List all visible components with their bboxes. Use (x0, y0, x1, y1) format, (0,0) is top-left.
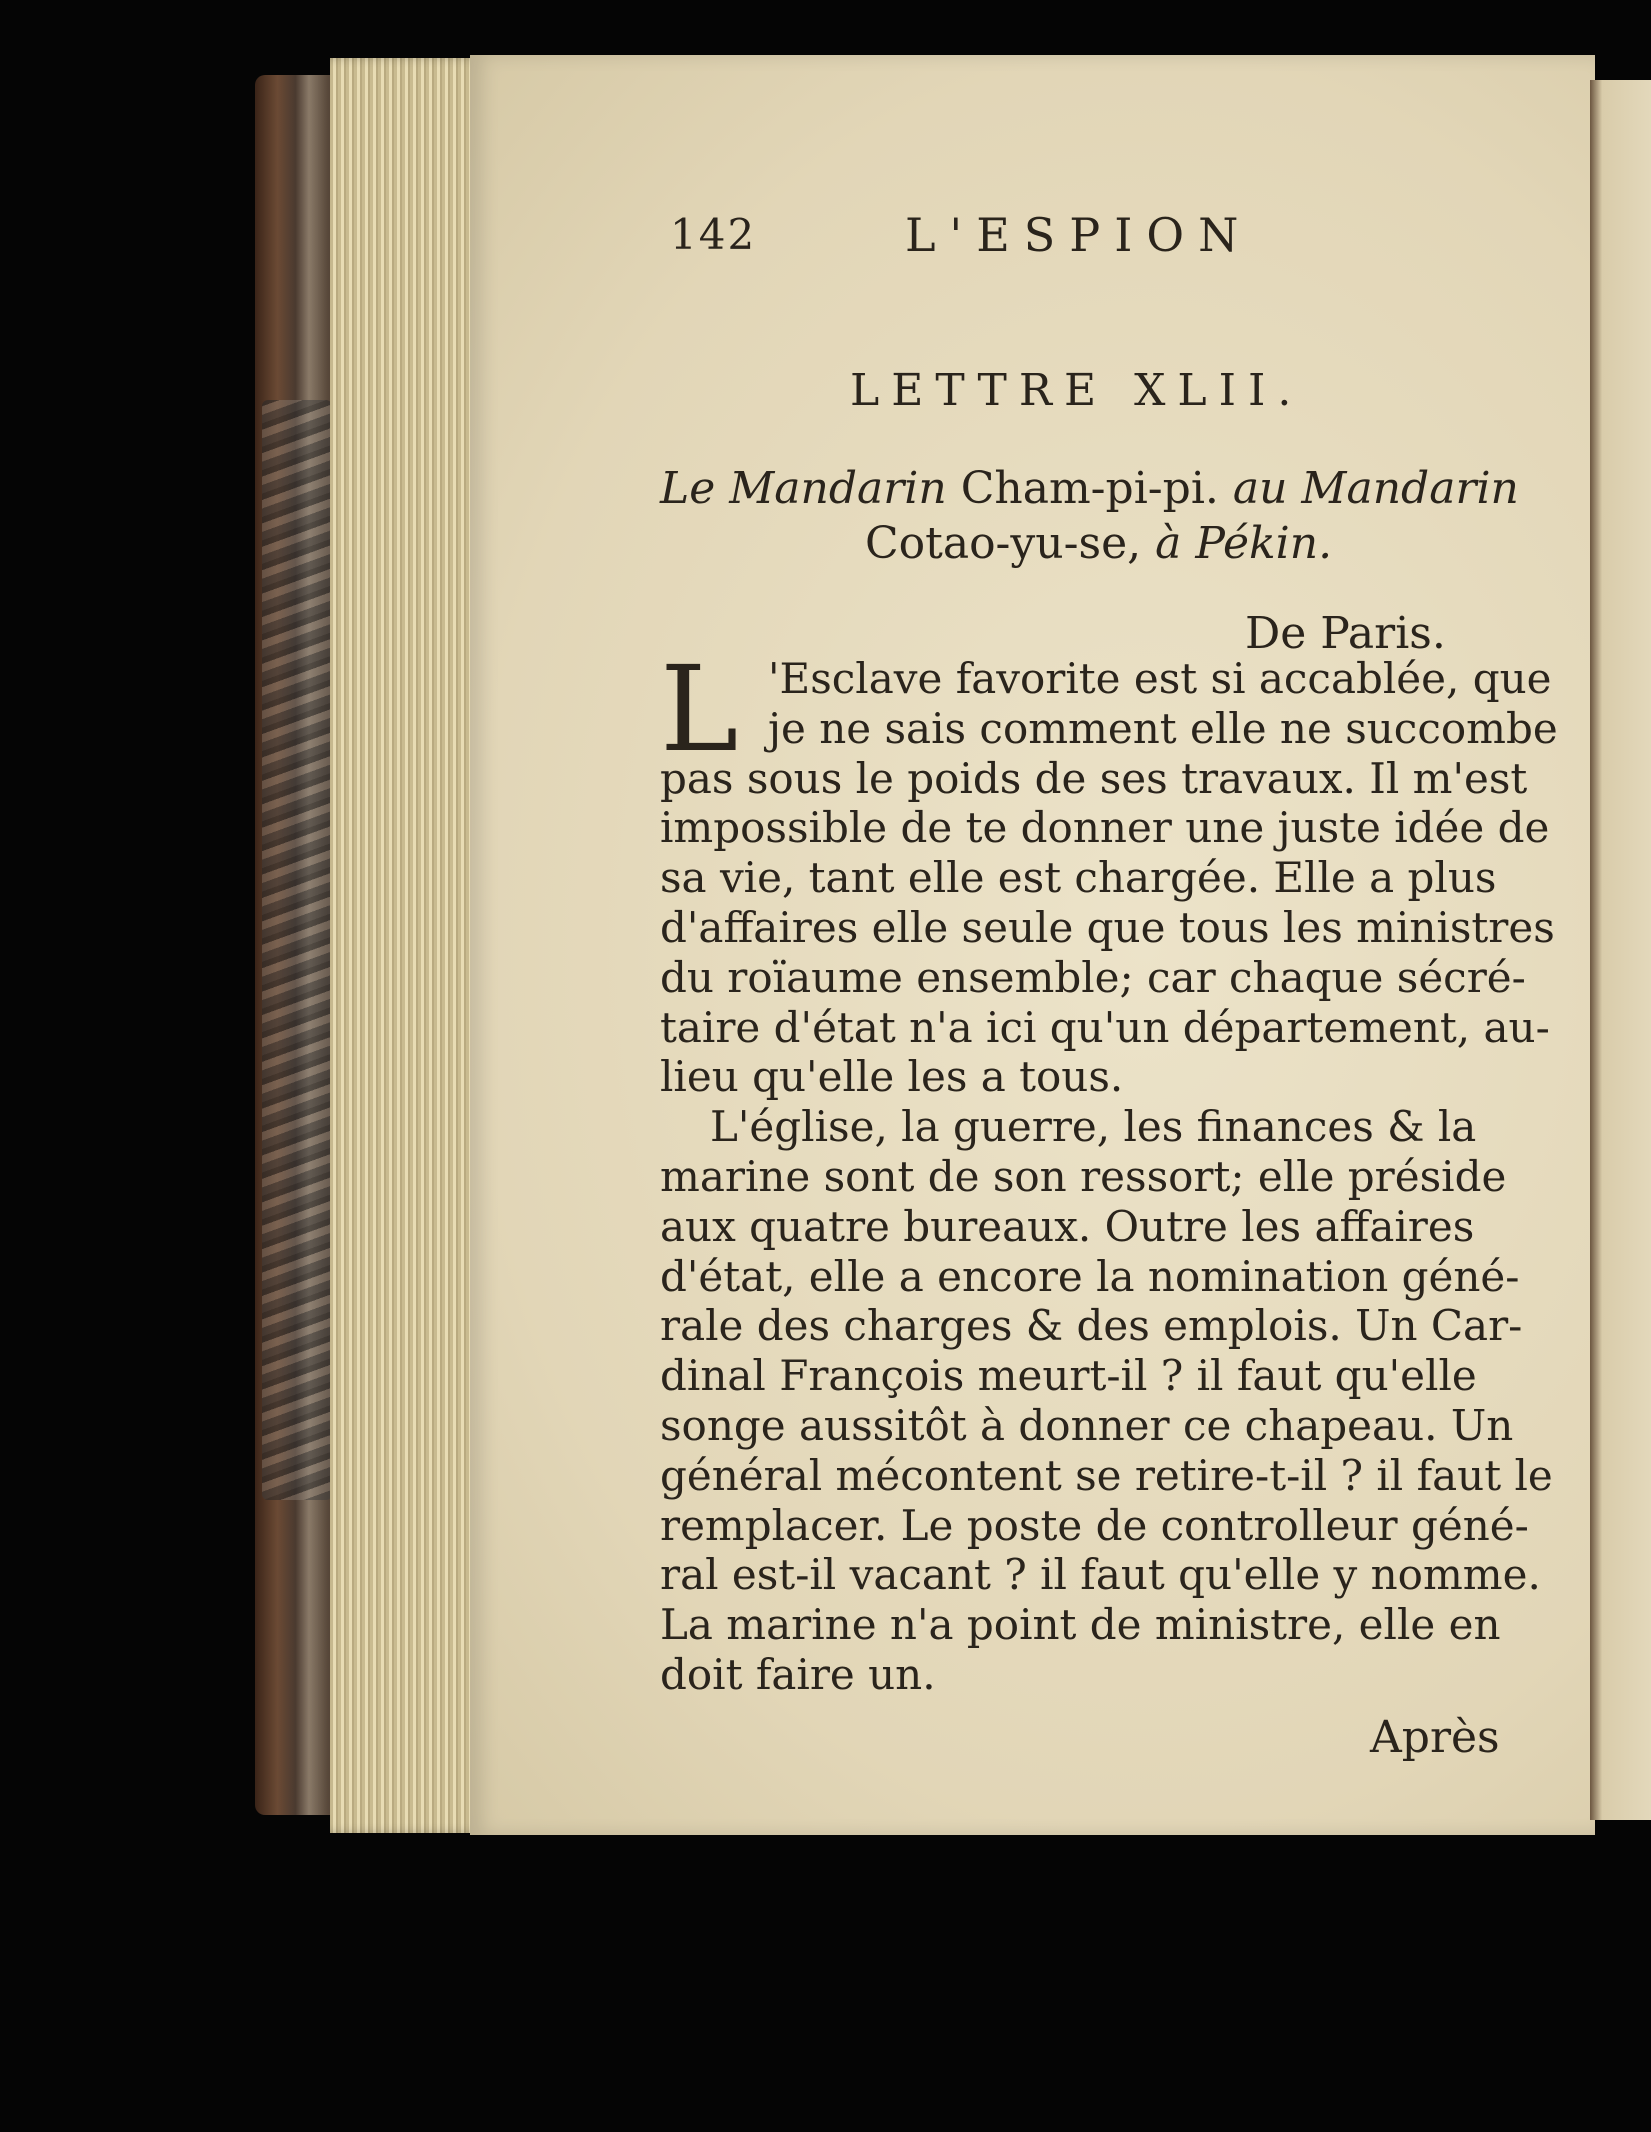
to-title: au Mandarin (1232, 463, 1519, 514)
body-line: marine sont de son ressort; elle préside (660, 1152, 1507, 1201)
page-number: 142 (670, 210, 757, 259)
letter-origin: De Paris. (1245, 608, 1446, 659)
running-head: L'ESPION (905, 208, 1253, 262)
body-line: aux quatre bureaux. Outre les affaires (660, 1201, 1475, 1251)
address-line-1 (660, 463, 1519, 514)
address-line-2 (865, 518, 1332, 569)
body-line: sa vie, tant elle est chargée. Elle a plus (660, 853, 1497, 903)
body-line: ral est-il vacant ? il faut qu'elle y nomme. (660, 1550, 1541, 1600)
body-line: songe aussitôt à donner ce chapeau. Un (660, 1401, 1514, 1450)
body-line: remplacer. Le poste de controlleur géné- (660, 1500, 1529, 1550)
catchword: Après (1370, 1712, 1500, 1763)
body-line: 'Esclave favorite est si accablée, que (768, 654, 1552, 703)
letter-title: LETTRE XLII. (850, 365, 1304, 416)
to-place: à Pékin. (1155, 518, 1333, 569)
body-line: La marine n'a point de ministre, elle en (660, 1600, 1501, 1650)
drop-cap: L (660, 640, 739, 778)
body-line: taire d'état n'a ici qu'un département, au- (660, 1002, 1550, 1052)
marbled-cover (262, 400, 332, 1500)
body-line: L'église, la guerre, les finances & la (710, 1102, 1477, 1152)
body-line: impossible de te donner une juste idée de (660, 803, 1550, 853)
body-line: doit faire un. (660, 1650, 936, 1699)
body-line: dinal François meurt-il ? il faut qu'elle (660, 1351, 1477, 1401)
body-line: je ne sais comment elle ne succombe (768, 703, 1558, 753)
body-line: lieu qu'elle les a tous. (660, 1052, 1124, 1102)
body-line: général mécontent se retire-t-il ? il faut le (660, 1450, 1553, 1500)
from-title: Le Mandarin (660, 463, 947, 514)
body-line: rale des charges & des emplois. Un Car- (660, 1301, 1523, 1351)
body-line: d'affaires elle seule que tous les ministres (660, 903, 1555, 952)
body-line: d'état, elle a encore la nomination géné- (660, 1251, 1520, 1301)
body-line: pas sous le poids de ses travaux. Il m'est (660, 753, 1528, 803)
to-name: Cotao-yu-se, (865, 518, 1142, 569)
facing-page-edge (1590, 80, 1651, 1820)
body-line: du roïaume ensemble; car chaque sécré- (660, 952, 1526, 1002)
from-name: Cham-pi-pi. (960, 463, 1219, 514)
